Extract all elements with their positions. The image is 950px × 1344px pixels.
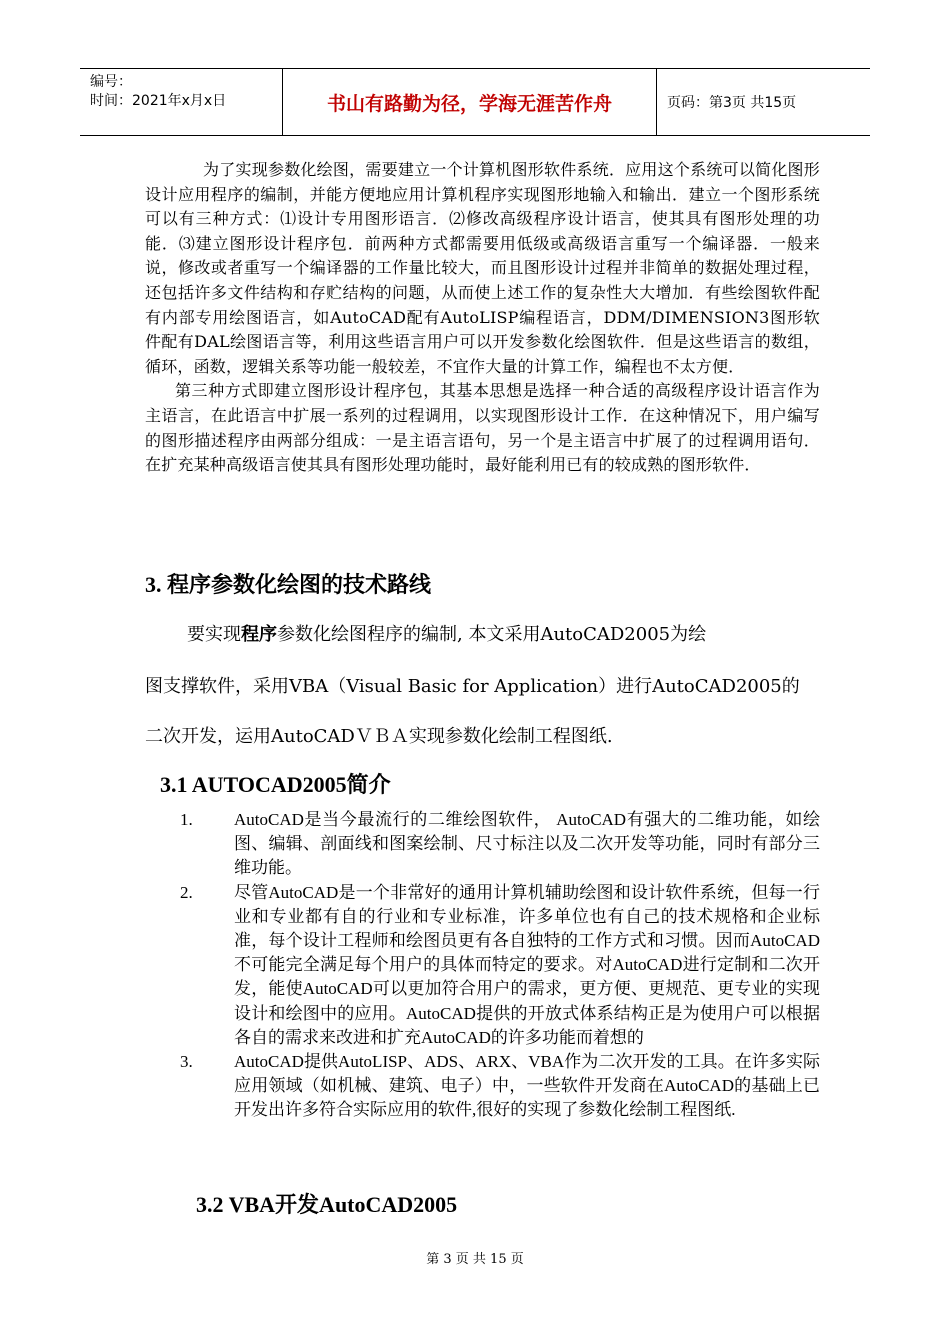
page-footer: 第 3 页 共 15 页 (426, 1252, 524, 1267)
header-page-info: 页码：第3页 共15页 (667, 95, 797, 111)
paragraph-2: 第三种方式即建立图形设计程序包，其基本思想是选择一种合适的高级程序设计语言作为主语言，在此语言中扩展一系列的过程调用，以实现图形设计工作．在这种情况下，用户编写的图形描述程序由两部分组成：一是主语言语句，另一个是主语言中扩展了的过程调用语句．在扩充某种高级语言使其具有图形处理功能时，最好能利用已有的较成熟的图形软件． (145, 381, 820, 475)
section-3-1-list (180, 808, 820, 1123)
list-item-text: AutoCAD提供AutoLISP、ADS、ARX、VBA作为二次开发的工具。在许多实际应用领域（如机械、建筑、电子）中，一些软件开发商在AutoCAD的基础上已开发出许多符合实际应用的软件,很好的实现了参数化绘制工程图纸. (234, 1052, 820, 1120)
list-item (180, 1050, 820, 1123)
page-header (80, 68, 870, 136)
doc-number-label: 编号： (90, 74, 132, 90)
section-3-2-title: 3.2 VBA开发AutoCAD2005 (196, 1192, 458, 1217)
header-meta (80, 69, 282, 135)
paragraph-1: 为了实现参数化绘图，需要建立一个计算机图形软件系统．应用这个系统可以简化图形设计应用程序的编制，并能方便地应用计算机程序实现图形地输入和输出．建立一个图形系统可以有三种方式：⑴设计专用图形语言．⑵修改高级程序设计语言，使其具有图形处理的功能．⑶建立图形设计程序包．前两种方式都需要用低级或高级语言重写一个编译器．一般来说，修改或者重写一个编译器的工作量比较大，而且图形设计过程并非简单的数据处理过程，还包括许多文件结构和存贮结构的问题，从而使上述工作的复杂性大大增加．有些绘图软件配有内部专用绘图语言，如AutoCAD配有AutoLISP编程语言，DDM/DIMENSION3图形软件配有DAL绘图语言等，利用这些语言用户可以开发参数化绘图软件．但是这些语言的数组，循环，函数，逻辑关系等功能一般较差，不宜作大量的计算工作，编程也不太方便． (145, 160, 820, 376)
intro-text (145, 158, 820, 478)
list-item-number: 1. (180, 810, 193, 829)
section-3-line-1-bold: 程序 (241, 624, 277, 645)
section-3-line-3: 二次开发，运用AutoCADＶＢＡ实现参数化绘制工程图纸. (145, 726, 613, 747)
list-item (180, 808, 820, 881)
section-3-line-1-post: 参数化绘图程序的编制, 本文采用AutoCAD2005为绘 (277, 624, 707, 645)
list-item-text: 尽管AutoCAD是一个非常好的通用计算机辅助绘图和设计软件系统，但每一行业和专业都有自的行业和专业标准，许多单位也有自己的技术规格和企业标准，每个设计工程师和绘图员更有各自独特的工作方式和习惯。因而AutoCAD不可能完全满足每个用户的具体而特定的要求。对AutoCAD进行定制和二次开发，能使AutoCAD可以更加符合用户的需求，更方便、更规范、更专业的实现设计和绘图中的应用。AutoCAD提供的开放式体系结构正是为使用户可以根据各自的需求来改进和扩充AutoCAD的许多功能而着想的 (234, 882, 820, 1047)
section-3-line-2: 图支撑软件，采用VBA（Visual Basic for Application）进行AutoCAD2005的 (145, 676, 800, 697)
header-motto: 书山有路勤为径，学海无涯苦作舟 (282, 69, 657, 135)
section-3-line-1-pre: 要实现 (187, 624, 241, 645)
list-item-number: 3. (180, 1052, 193, 1072)
doc-time-label: 时间：2021年x月x日 (90, 93, 227, 109)
list-item-number: 2. (180, 882, 193, 902)
list-item (180, 881, 820, 1050)
list-item-text: AutoCAD是当今最流行的二维绘图软件， AutoCAD有强大的二维功能，如绘图、编辑、剖面线和图案绘制、尺寸标注以及二次开发等功能，同时有部分三维功能。 (234, 810, 820, 878)
section-3-1-title: 3.1 AUTOCAD2005简介 (160, 772, 391, 797)
section-3-line-1 (145, 620, 820, 646)
section-3-title: 3. 程序参数化绘图的技术路线 (145, 572, 432, 597)
